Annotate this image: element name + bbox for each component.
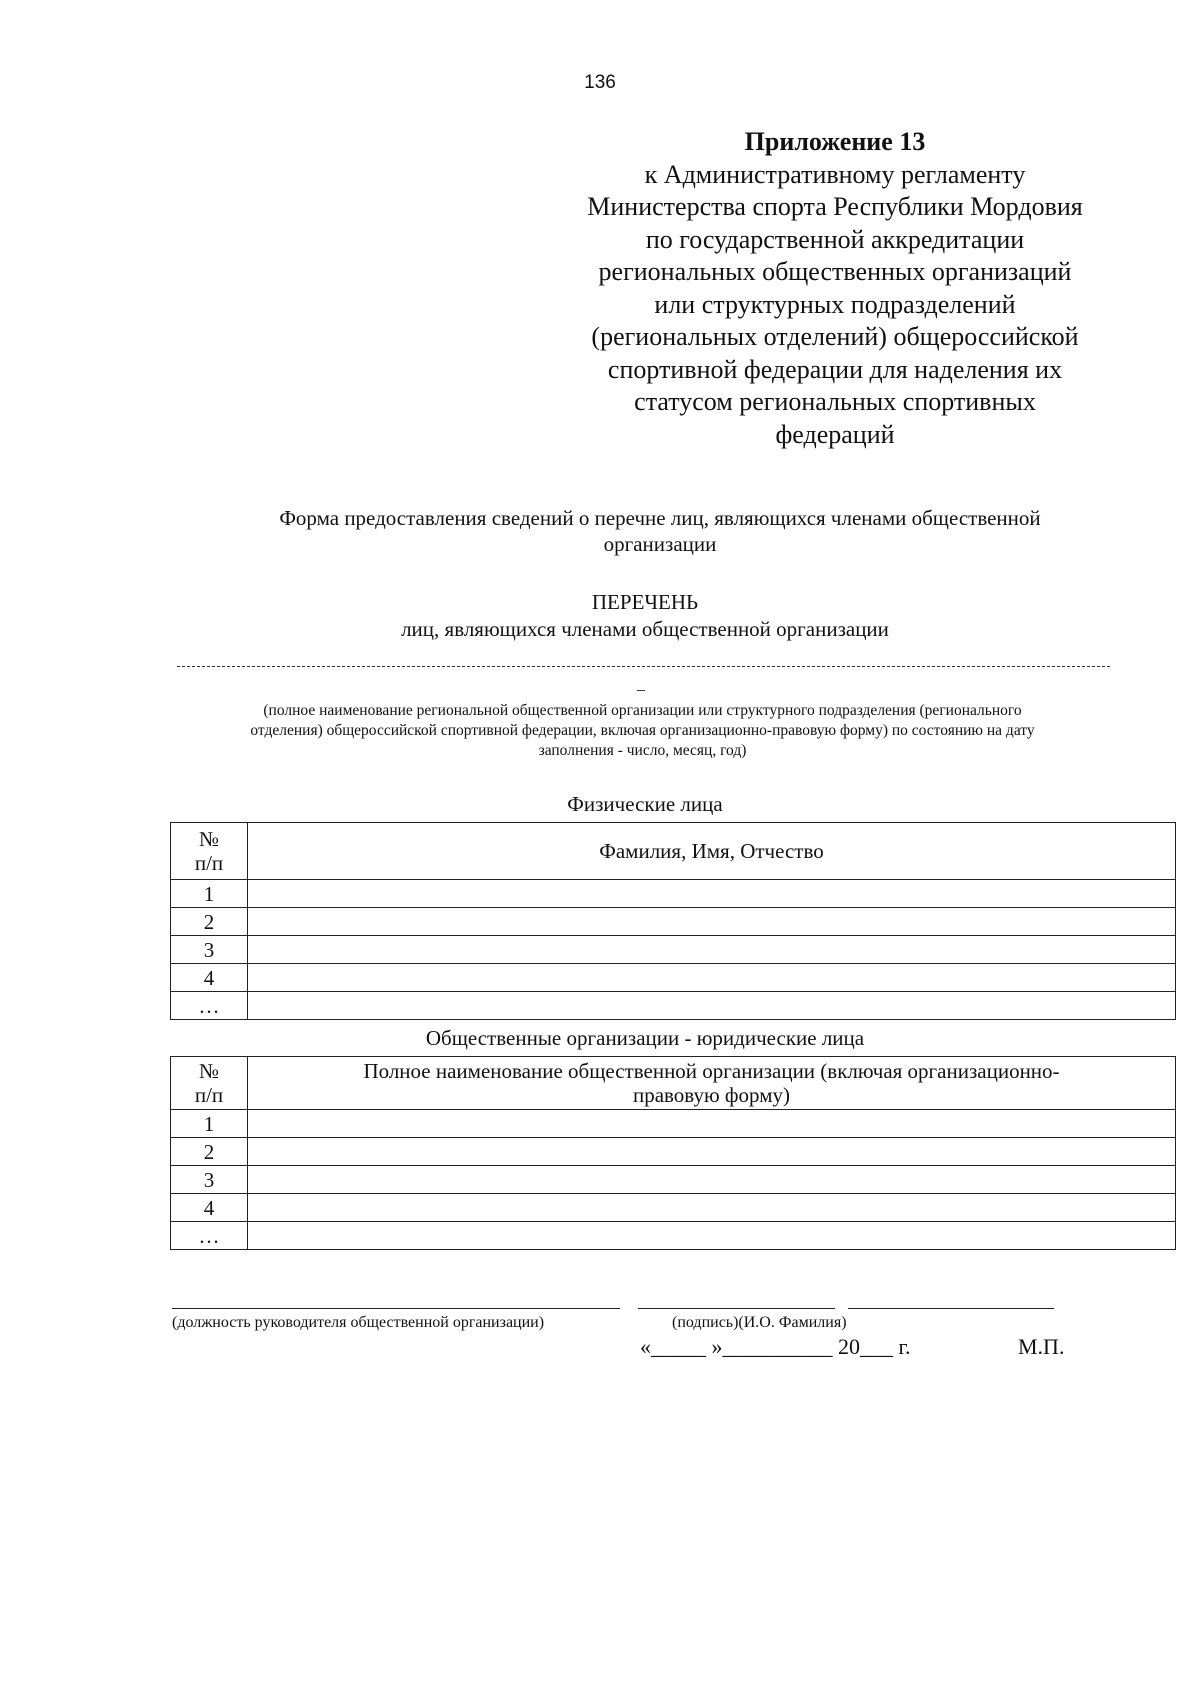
header-line: № [198,1059,220,1083]
org-name-column-header [248,1057,1176,1110]
row-number: 3 [171,936,248,964]
table-row [171,1138,1176,1166]
number-column-header [171,1057,248,1110]
row-number: 2 [171,1138,248,1166]
caption-line: заполнения - число, месяц, год) [538,742,747,759]
full-name-cell[interactable] [248,908,1176,936]
organization-name-caption [170,701,1115,761]
row-number: 2 [171,908,248,936]
persons-section-title: Физические лица [567,792,723,816]
caption-line: (полное наименование региональной общественной организации или структурного подразделения (регионального [263,702,1022,719]
appendix-line: по государственной аккредитации [645,224,1025,254]
row-number: 1 [171,880,248,908]
appendix-line: спортивной федерации для наделения их [607,354,1063,384]
appendix-line: статусом региональных спортивных [634,387,1036,416]
signature-line[interactable] [638,1308,835,1309]
header-line: п/п [194,1083,224,1107]
table-row [171,1222,1176,1250]
orgs-section-title: Общественные организации - юридические лица [425,1026,865,1050]
org-name-cell[interactable] [248,1110,1176,1138]
table-row [171,880,1176,908]
appendix-line: к Административному регламенту [644,159,1026,189]
date-field[interactable]: «_____ »__________ 20___ г. [640,1334,911,1359]
table-row [171,1166,1176,1194]
full-name-cell[interactable] [248,936,1176,964]
org-name-cell[interactable] [248,1138,1176,1166]
table-header-row [171,823,1176,880]
row-number: 1 [171,1110,248,1138]
stamp-place: М.П. [1018,1334,1065,1359]
table-row [171,1110,1176,1138]
full-name-cell[interactable] [248,992,1176,1020]
full-name-cell[interactable] [248,880,1176,908]
full-name-column-header: Фамилия, Имя, Отчество [248,823,1176,880]
form-caption-line: Форма предоставления сведений о перечне лиц, являющихся членами общественной [279,506,1041,530]
appendix-line: (региональных отделений) общероссийской [591,322,1079,351]
table-row [171,936,1176,964]
appendix-line: или структурных подразделений [654,289,1016,319]
appendix-line: региональных общественных организаций [598,257,1072,286]
position-signature-line[interactable] [172,1308,620,1309]
persons-table [170,822,1176,1020]
position-caption: (должность руководителя общественной организации) [172,1314,545,1331]
table-row [171,908,1176,936]
header-line: правовую форму) [632,1083,791,1107]
org-name-cell[interactable] [248,1222,1176,1250]
list-subtitle: лиц, являющихся членами общественной организации [401,617,889,641]
organization-name-line[interactable] [177,666,1110,667]
row-number: 3 [171,1166,248,1194]
row-number: 4 [171,964,248,992]
full-name-cell[interactable] [248,964,1176,992]
organizations-table [170,1056,1176,1250]
org-name-cell[interactable] [248,1194,1176,1222]
full-name-signature-line[interactable] [848,1308,1054,1309]
org-name-cell[interactable] [248,1166,1176,1194]
table-row [171,964,1176,992]
appendix-title: Приложение 13 [744,127,926,156]
form-caption-line: организации [603,532,717,556]
header-line: Полное наименование общественной организации (включая организационно- [363,1059,1060,1083]
appendix-line: федераций [775,419,895,449]
signature-caption: (подпись)(И.О. Фамилия) [672,1314,847,1331]
row-number: … [171,992,248,1020]
table-header-row [171,1057,1176,1110]
table-row [171,992,1176,1020]
header-line: № [198,827,220,851]
list-title: ПЕРЕЧЕНЬ [591,590,699,614]
row-number: 4 [171,1194,248,1222]
row-number: … [171,1222,248,1250]
list-heading [0,589,1200,643]
header-line: п/п [194,851,224,875]
table-row [171,1194,1176,1222]
appendix-line: Министерства спорта Республики Мордовия [587,192,1083,221]
form-caption [220,505,1100,557]
number-column-header [171,823,248,880]
page-number: 136 [584,72,616,93]
appendix-block [545,126,1125,451]
caption-line: отделения) общероссийской спортивной федерации, включая организационно-правовую форму) по состоянию на дату [250,722,1035,739]
name-line-dash: _ [637,676,645,693]
